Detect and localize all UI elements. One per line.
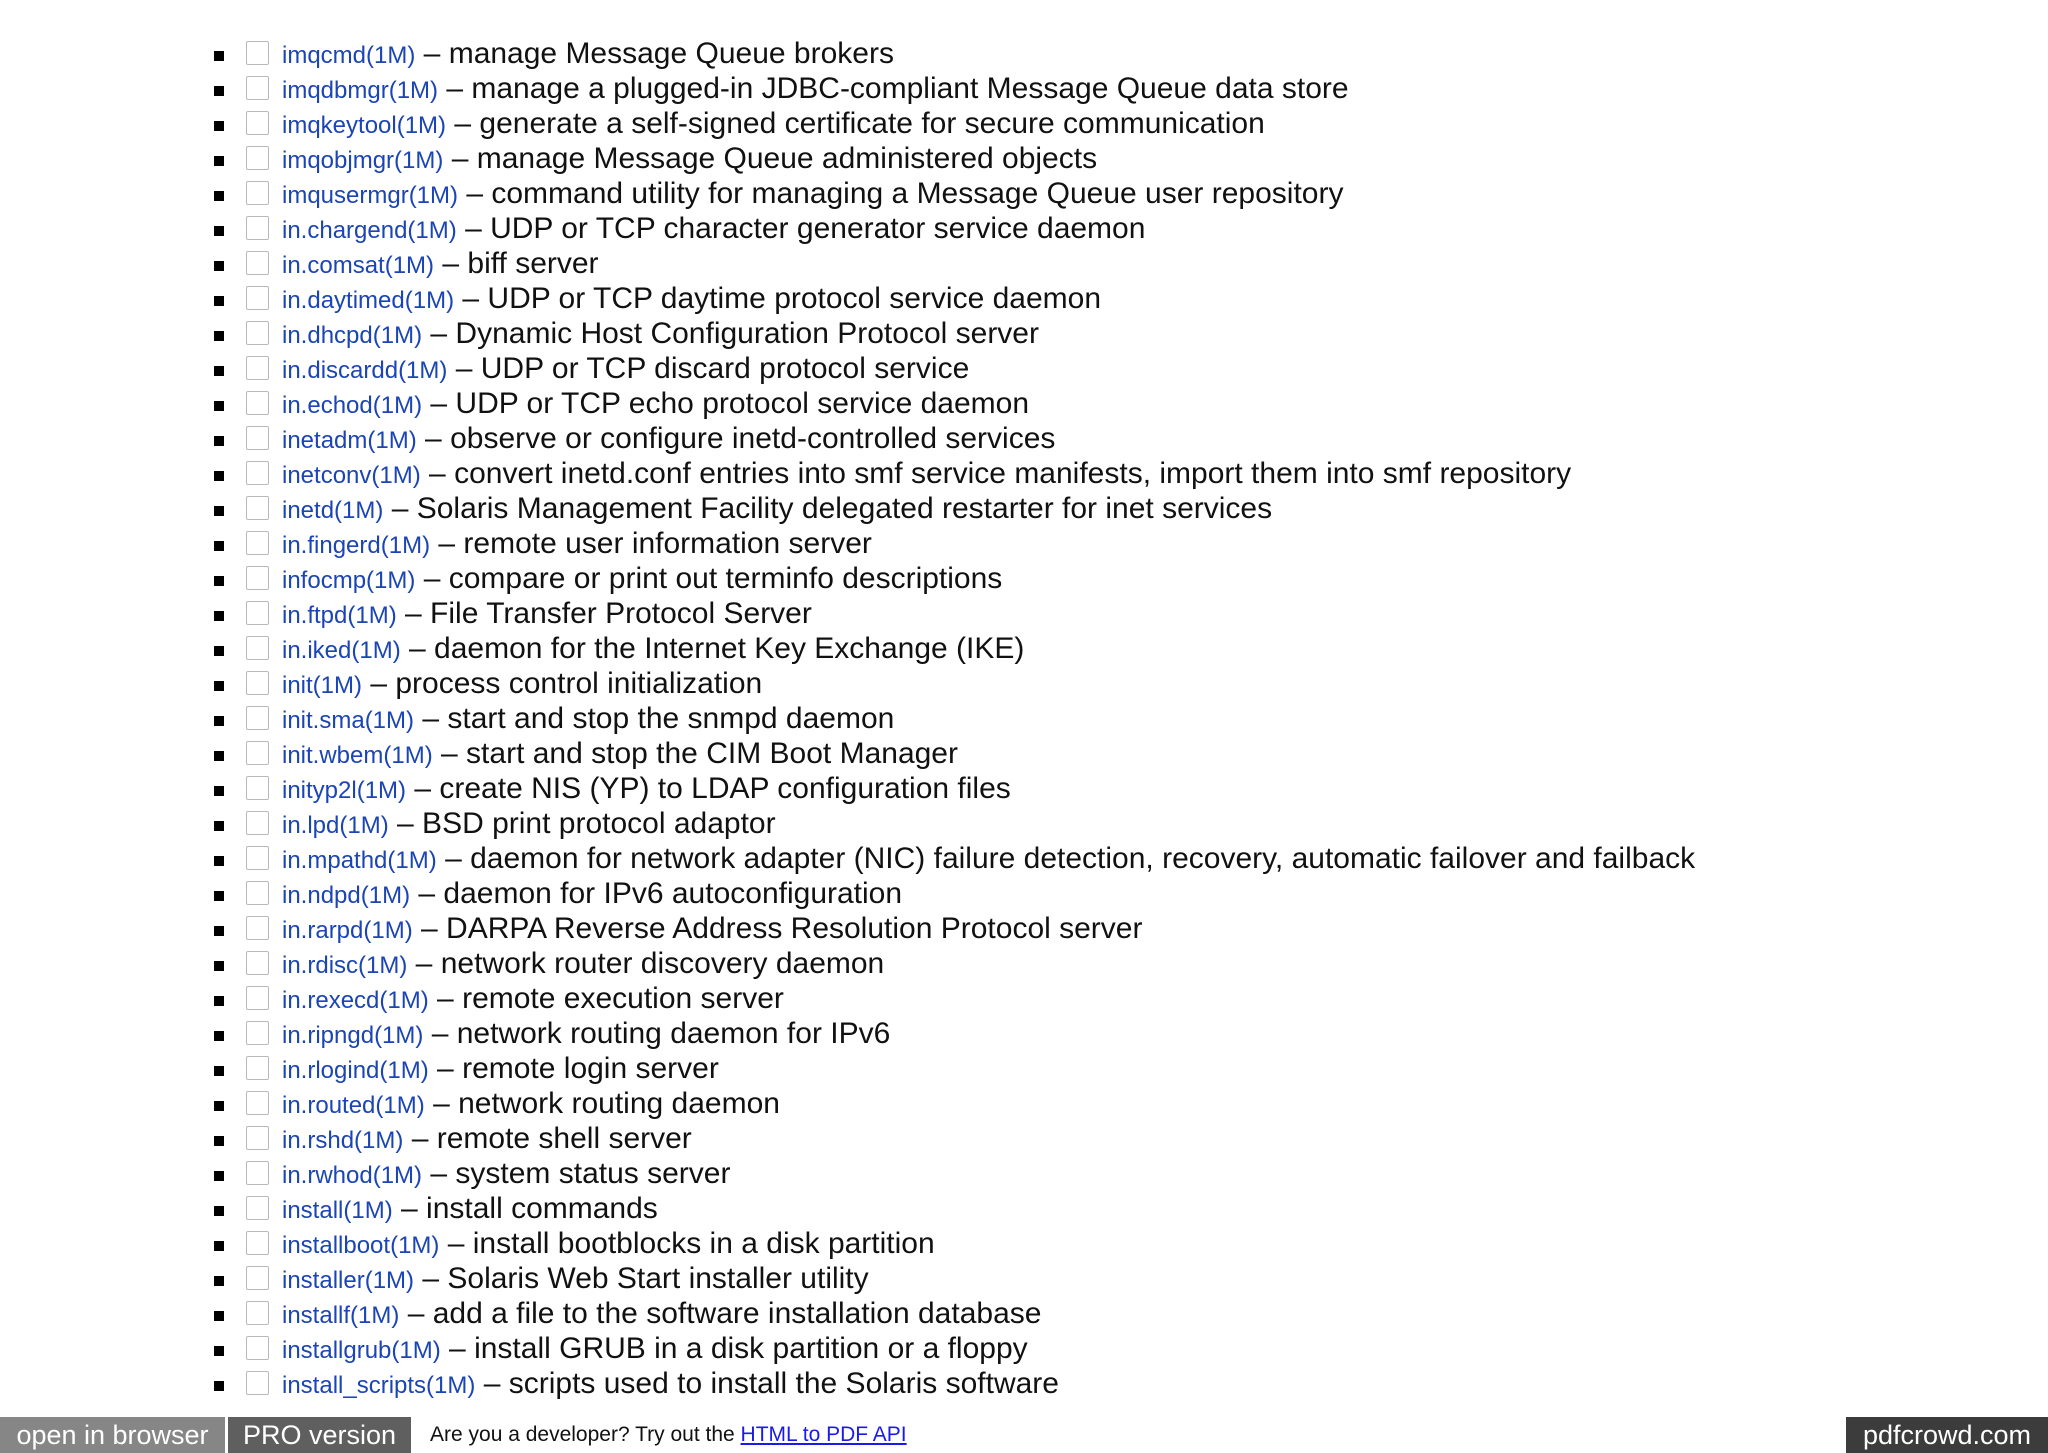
entry-text	[282, 421, 1055, 458]
entry-text	[282, 981, 784, 1018]
command-link[interactable]: init.sma(1M)	[282, 707, 415, 734]
command-link[interactable]: installgrub(1M)	[282, 1337, 441, 1364]
item-checkbox[interactable]	[246, 496, 269, 520]
bullet-icon	[214, 366, 224, 376]
entry-text	[282, 1156, 730, 1193]
command-description: – start and stop the snmpd daemon	[414, 702, 895, 735]
command-link[interactable]: in.daytimed(1M)	[282, 287, 455, 314]
item-checkbox[interactable]	[246, 601, 269, 625]
item-checkbox[interactable]	[246, 251, 269, 275]
command-description: – network routing daemon	[424, 1087, 780, 1120]
entry-text	[282, 1366, 1059, 1403]
command-description: – biff server	[434, 247, 599, 280]
bullet-icon	[214, 1101, 224, 1111]
item-checkbox[interactable]	[246, 181, 269, 205]
entry-text	[282, 1121, 692, 1158]
item-checkbox[interactable]	[246, 1021, 269, 1045]
bullet-icon	[214, 86, 224, 96]
bullet-icon	[214, 961, 224, 971]
entry-text	[282, 1086, 780, 1123]
entry-text	[282, 596, 812, 633]
bullet-icon	[214, 401, 224, 411]
entry-text	[282, 771, 1011, 808]
command-description: – scripts used to install the Solaris software	[475, 1367, 1059, 1400]
command-description: – install GRUB in a disk partition or a floppy	[440, 1332, 1028, 1365]
command-description: – Dynamic Host Configuration Protocol server	[422, 317, 1039, 350]
item-checkbox[interactable]	[246, 671, 269, 695]
command-link[interactable]: in.dhcpd(1M)	[282, 322, 423, 349]
bullet-icon	[214, 261, 224, 271]
command-description: – system status server	[422, 1157, 731, 1190]
developer-promo-text: Are you a developer? Try out the	[430, 1423, 741, 1446]
command-link[interactable]: in.ftpd(1M)	[282, 602, 397, 629]
bullet-icon	[214, 681, 224, 691]
command-description: – generate a self-signed certificate for secure communication	[446, 107, 1265, 140]
pdfcrowd-logo[interactable]: pdfcrowd.com	[1846, 1417, 2048, 1453]
item-checkbox[interactable]	[246, 76, 269, 100]
command-description: – daemon for IPv6 autoconfiguration	[410, 877, 903, 910]
command-link[interactable]: in.rshd(1M)	[282, 1127, 404, 1154]
bullet-icon	[214, 926, 224, 936]
entry-text	[282, 806, 776, 843]
command-link[interactable]: imqkeytool(1M)	[282, 112, 447, 139]
item-checkbox[interactable]	[246, 916, 269, 940]
item-checkbox[interactable]	[246, 881, 269, 905]
command-description: – remote login server	[428, 1052, 719, 1085]
command-description: – File Transfer Protocol Server	[396, 597, 812, 630]
command-link[interactable]: in.rwhod(1M)	[282, 1162, 423, 1189]
bullet-icon	[214, 226, 224, 236]
entry-text	[282, 841, 1695, 878]
entry-text	[282, 526, 872, 563]
item-checkbox[interactable]	[246, 356, 269, 380]
item-checkbox[interactable]	[246, 111, 269, 135]
bullet-icon	[214, 191, 224, 201]
entry-text	[282, 1296, 1041, 1333]
item-checkbox[interactable]	[246, 636, 269, 660]
item-checkbox[interactable]	[246, 1301, 269, 1325]
bullet-icon	[214, 856, 224, 866]
command-description: – Solaris Management Facility delegated restarter for inet services	[383, 492, 1273, 525]
open-in-browser-button[interactable]: open in browser	[0, 1417, 225, 1453]
bullet-icon	[214, 1241, 224, 1251]
bullet-icon	[214, 436, 224, 446]
entry-text	[282, 736, 958, 773]
bullet-icon	[214, 471, 224, 481]
bullet-icon	[214, 751, 224, 761]
entry-text	[282, 71, 1349, 108]
command-link[interactable]: inityp2l(1M)	[282, 777, 407, 804]
command-description: – start and stop the CIM Boot Manager	[432, 737, 958, 770]
developer-promo	[430, 1417, 907, 1453]
entry-text	[282, 351, 969, 388]
bullet-icon	[214, 1136, 224, 1146]
command-description: – manage a plugged-in JDBC-compliant Message Queue data store	[438, 72, 1349, 105]
command-link[interactable]: in.fingerd(1M)	[282, 532, 431, 559]
command-link[interactable]: install(1M)	[282, 1197, 393, 1224]
item-checkbox[interactable]	[246, 706, 269, 730]
command-link[interactable]: installboot(1M)	[282, 1232, 440, 1259]
bullet-icon	[214, 1276, 224, 1286]
item-checkbox[interactable]	[246, 1371, 269, 1395]
item-checkbox[interactable]	[246, 1091, 269, 1115]
command-link[interactable]: in.ripngd(1M)	[282, 1022, 424, 1049]
entry-text	[282, 1191, 658, 1228]
command-link[interactable]: in.mpathd(1M)	[282, 847, 437, 874]
entry-text	[282, 561, 1002, 598]
entry-text	[282, 246, 599, 283]
entry-text	[282, 1051, 719, 1088]
bullet-icon	[214, 786, 224, 796]
command-description: – remote execution server	[428, 982, 784, 1015]
command-link[interactable]: infocmp(1M)	[282, 567, 416, 594]
command-link[interactable]: inetd(1M)	[282, 497, 384, 524]
entry-text	[282, 456, 1571, 493]
entry-text	[282, 211, 1145, 248]
bullet-icon	[214, 576, 224, 586]
command-description: – daemon for network adapter (NIC) failure detection, recovery, automatic failover and failback	[436, 842, 1696, 875]
entry-text	[282, 946, 884, 983]
command-description: – network router discovery daemon	[407, 947, 885, 980]
entry-text	[282, 176, 1343, 213]
command-description: – remote shell server	[403, 1122, 692, 1155]
command-link[interactable]: in.rlogind(1M)	[282, 1057, 429, 1084]
command-description: – compare or print out terminfo descriptions	[415, 562, 1003, 595]
command-description: – UDP or TCP echo protocol service daemon	[422, 387, 1030, 420]
item-checkbox[interactable]	[246, 846, 269, 870]
command-description: – add a file to the software installation database	[399, 1297, 1042, 1330]
item-checkbox[interactable]	[246, 1196, 269, 1220]
bullet-icon	[214, 1171, 224, 1181]
item-checkbox[interactable]	[246, 811, 269, 835]
bullet-icon	[214, 1311, 224, 1321]
command-description: – network routing daemon for IPv6	[423, 1017, 891, 1050]
item-checkbox[interactable]	[246, 391, 269, 415]
item-checkbox[interactable]	[246, 216, 269, 240]
entry-text	[282, 316, 1039, 353]
bullet-icon	[214, 716, 224, 726]
bullet-icon	[214, 891, 224, 901]
command-description: – manage Message Queue brokers	[415, 37, 894, 70]
command-link[interactable]: installer(1M)	[282, 1267, 415, 1294]
item-checkbox[interactable]	[246, 951, 269, 975]
bullet-icon	[214, 821, 224, 831]
command-link[interactable]: installf(1M)	[282, 1302, 400, 1329]
command-description: – daemon for the Internet Key Exchange (IKE)	[400, 632, 1025, 665]
command-description: – manage Message Queue administered objects	[443, 142, 1098, 175]
command-link[interactable]: in.rdisc(1M)	[282, 952, 408, 979]
bullet-icon	[214, 121, 224, 131]
item-checkbox[interactable]	[246, 426, 269, 450]
bullet-icon	[214, 996, 224, 1006]
command-description: – UDP or TCP discard protocol service	[447, 352, 970, 385]
entry-text	[282, 141, 1097, 178]
item-checkbox[interactable]	[246, 146, 269, 170]
bullet-icon	[214, 1381, 224, 1391]
command-link[interactable]: inetadm(1M)	[282, 427, 417, 454]
entry-text	[282, 701, 894, 738]
bullet-icon	[214, 331, 224, 341]
command-link[interactable]: in.routed(1M)	[282, 1092, 425, 1119]
bullet-icon	[214, 1346, 224, 1356]
bullet-icon	[214, 611, 224, 621]
command-description: – convert inetd.conf entries into smf service manifests, import them into smf repository	[420, 457, 1572, 490]
item-checkbox[interactable]	[246, 41, 269, 65]
item-checkbox[interactable]	[246, 986, 269, 1010]
bullet-icon	[214, 646, 224, 656]
command-link[interactable]: inetconv(1M)	[282, 462, 421, 489]
item-checkbox[interactable]	[246, 286, 269, 310]
command-link[interactable]: init(1M)	[282, 672, 363, 699]
item-checkbox[interactable]	[246, 531, 269, 555]
bullet-icon	[214, 541, 224, 551]
command-link[interactable]: in.rexecd(1M)	[282, 987, 429, 1014]
command-description: – UDP or TCP character generator service daemon	[456, 212, 1146, 245]
item-checkbox[interactable]	[246, 461, 269, 485]
entry-text	[282, 911, 1142, 948]
command-link[interactable]: imqobjmgr(1M)	[282, 147, 444, 174]
command-description: – DARPA Reverse Address Resolution Protocol server	[412, 912, 1143, 945]
item-checkbox[interactable]	[246, 1126, 269, 1150]
pro-version-button[interactable]: PRO version	[228, 1417, 411, 1453]
entry-text	[282, 1331, 1028, 1368]
command-description: – observe or configure inetd-controlled services	[416, 422, 1056, 455]
command-description: – process control initialization	[362, 667, 763, 700]
item-checkbox[interactable]	[246, 1231, 269, 1255]
entry-text	[282, 491, 1272, 528]
command-link[interactable]: in.ndpd(1M)	[282, 882, 411, 909]
entry-text	[282, 666, 762, 703]
command-link[interactable]: in.discardd(1M)	[282, 357, 448, 384]
entry-text	[282, 36, 894, 73]
command-description: – install commands	[392, 1192, 658, 1225]
command-link[interactable]: in.lpd(1M)	[282, 812, 389, 839]
item-checkbox[interactable]	[246, 741, 269, 765]
entry-text	[282, 106, 1265, 143]
command-description: – remote user information server	[430, 527, 872, 560]
pdfcrowd-footer	[0, 1417, 2048, 1453]
command-link[interactable]: imqusermgr(1M)	[282, 182, 459, 209]
command-description: – UDP or TCP daytime protocol service daemon	[454, 282, 1102, 315]
command-link[interactable]: in.iked(1M)	[282, 637, 401, 664]
command-link[interactable]: in.rarpd(1M)	[282, 917, 413, 944]
entry-text	[282, 1016, 890, 1053]
item-checkbox[interactable]	[246, 321, 269, 345]
entry-text	[282, 386, 1029, 423]
entry-text	[282, 631, 1024, 668]
entry-text	[282, 876, 902, 913]
bullet-icon	[214, 296, 224, 306]
command-link[interactable]: imqcmd(1M)	[282, 42, 416, 69]
command-link[interactable]: install_scripts(1M)	[282, 1372, 476, 1399]
entry-text	[282, 1226, 935, 1263]
command-description: – command utility for managing a Message Queue user repository	[458, 177, 1344, 210]
command-description: – create NIS (YP) to LDAP configuration files	[406, 772, 1011, 805]
item-checkbox[interactable]	[246, 1336, 269, 1360]
command-link[interactable]: in.chargend(1M)	[282, 217, 457, 244]
command-link[interactable]: imqdbmgr(1M)	[282, 77, 439, 104]
command-link[interactable]: in.echod(1M)	[282, 392, 423, 419]
item-checkbox[interactable]	[246, 1056, 269, 1080]
item-checkbox[interactable]	[246, 566, 269, 590]
command-link[interactable]: init.wbem(1M)	[282, 742, 433, 769]
command-link[interactable]: in.comsat(1M)	[282, 252, 435, 279]
html-to-pdf-api-link[interactable]: HTML to PDF API	[740, 1423, 907, 1446]
command-description: – Solaris Web Start installer utility	[414, 1262, 869, 1295]
item-checkbox[interactable]	[246, 1161, 269, 1185]
entry-text	[282, 1261, 869, 1298]
command-description: – BSD print protocol adaptor	[388, 807, 776, 840]
bullet-icon	[214, 1066, 224, 1076]
bullet-icon	[214, 1031, 224, 1041]
bullet-icon	[214, 506, 224, 516]
item-checkbox[interactable]	[246, 1266, 269, 1290]
entry-text	[282, 281, 1101, 318]
item-checkbox[interactable]	[246, 776, 269, 800]
command-description: – install bootblocks in a disk partition	[439, 1227, 935, 1260]
bullet-icon	[214, 1206, 224, 1216]
bullet-icon	[214, 51, 224, 61]
bullet-icon	[214, 156, 224, 166]
